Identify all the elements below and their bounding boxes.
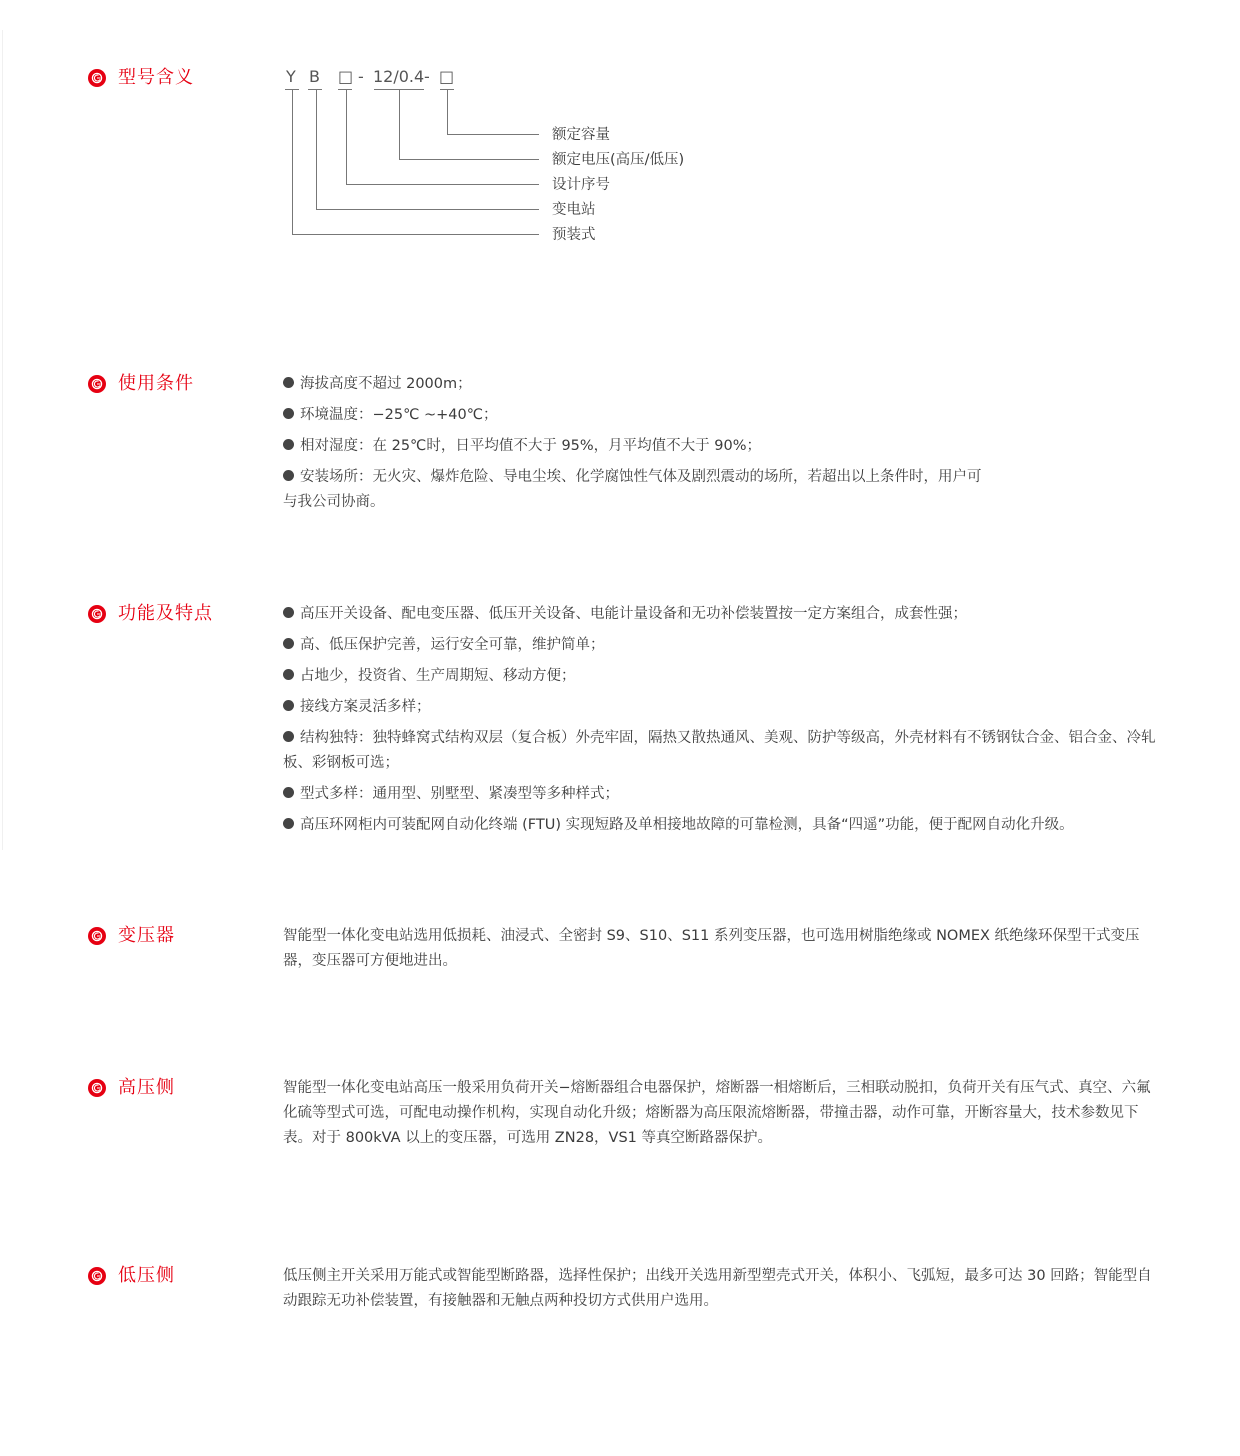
code-dash-1: -: [358, 67, 364, 86]
brand-badge-icon: [88, 927, 106, 945]
section-body: [283, 1264, 1163, 1314]
bullet-dot-icon: [283, 408, 294, 419]
underline-b: [308, 89, 322, 90]
section-header: [88, 924, 175, 948]
leader-capacity-h: [447, 134, 539, 135]
section-title: 变压器: [118, 925, 175, 946]
code-capacity-box: □: [439, 67, 455, 86]
label-design-number: 设计序号: [552, 177, 610, 193]
bullet-dot-icon: [283, 439, 294, 450]
section-header: [88, 1264, 175, 1288]
section-body: [283, 372, 1163, 521]
section-title: 功能及特点: [118, 603, 213, 624]
section-body: [283, 1076, 1163, 1151]
section-header: [88, 1076, 175, 1100]
list-item: 结构独特：独特蜂窝式结构双层（复合板）外壳牢固，隔热又散热通风、美观、防护等级高，外壳材料有不锈钢钛合金、铝合金、冷轧板、彩钢板可选；: [283, 730, 1156, 771]
list-item: 海拔高度不超过 2000m；: [283, 372, 1163, 397]
leader-capacity-v: [447, 89, 448, 135]
leader-voltage-v: [399, 89, 400, 160]
section-header: [88, 602, 213, 626]
bullet-dot-icon: [283, 669, 294, 680]
bullet-dot-icon: [283, 470, 294, 481]
bullet-dot-icon: [283, 731, 294, 742]
code-y: Y: [286, 67, 296, 86]
brand-badge-icon: [88, 1267, 106, 1285]
section-body: [283, 602, 1163, 844]
section-title: 高压侧: [118, 1077, 175, 1098]
high-voltage-description: 智能型一体化变电站高压一般采用负荷开关−熔断器组合电器保护，熔断器一相熔断后，三相联动脱扣，负荷开关有压气式、真空、六氟化硫等型式可选，可配电动操作机构，实现自动化升级；熔断器为高压限流熔断器，带撞击器，动作可靠，开断容量大，技术参数见下表。对于 800kVA 以上的变压器，可选用 ZN28，VS1 等真空断路器保护。: [283, 1080, 1151, 1146]
model-code-diagram: [283, 66, 743, 256]
leader-substation-h: [316, 209, 539, 210]
list-item: 高压环网柜内可装配网自动化终端 (FTU) 实现短路及单相接地故障的可靠检测，具备“四遥”功能，便于配网自动化升级。: [283, 813, 1163, 838]
leader-prefab-v: [292, 89, 293, 235]
brand-badge-icon: [88, 605, 106, 623]
list-item: 安装场所：无火灾、爆炸危险、导电尘埃、化学腐蚀性气体及剧烈震动的场所，若超出以上条件时，用户可与我公司协商。: [283, 469, 982, 510]
bullet-dot-icon: [283, 787, 294, 798]
code-voltage: 12/0.4: [373, 67, 425, 86]
code-b: B: [309, 67, 320, 86]
section-header: [88, 372, 194, 396]
section-body: [283, 924, 1163, 974]
leader-prefab-h: [292, 234, 539, 235]
code-dash-2: -: [424, 67, 430, 86]
bullet-dot-icon: [283, 638, 294, 649]
section-title: 型号含义: [118, 67, 194, 88]
label-substation: 变电站: [552, 202, 596, 218]
list-item: 高、低压保护完善，运行安全可靠，维护简单；: [283, 633, 1163, 658]
underline-design: [338, 89, 352, 90]
list-item: 占地少，投资省、生产周期短、移动方便；: [283, 664, 1163, 689]
leader-substation-v: [316, 89, 317, 210]
brand-badge-icon: [88, 1079, 106, 1097]
label-rated-voltage: 额定电压(高压/低压): [552, 152, 685, 168]
section-header: [88, 66, 194, 90]
list-item: 环境温度：−25℃ ~+40℃；: [283, 403, 1163, 428]
features-list: [283, 602, 1163, 838]
list-item: 高压开关设备、配电变压器、低压开关设备、电能计量设备和无功补偿装置按一定方案组合，成套性强；: [283, 602, 1163, 627]
low-voltage-description: 低压侧主开关采用万能式或智能型断路器，选择性保护；出线开关选用新型塑壳式开关，体积小、飞弧短，最多可达 30 回路；智能型自动跟踪无功补偿装置，有接触器和无触点两种投切方式供用户选用。: [283, 1268, 1152, 1309]
section-title: 使用条件: [118, 373, 194, 394]
bullet-dot-icon: [283, 377, 294, 388]
conditions-list: [283, 372, 1163, 515]
page-edge-line: [2, 30, 3, 850]
leader-voltage-h: [399, 159, 539, 160]
section-title: 低压侧: [118, 1265, 175, 1286]
list-item: 接线方案灵活多样；: [283, 695, 1163, 720]
leader-design-h: [346, 184, 539, 185]
bullet-dot-icon: [283, 700, 294, 711]
transformer-description: 智能型一体化变电站选用低损耗、油浸式、全密封 S9、S10、S11 系列变压器，也可选用树脂绝缘或 NOMEX 纸绝缘环保型干式变压器，变压器可方便地进出。: [283, 928, 1140, 969]
brand-badge-icon: [88, 69, 106, 87]
list-item: 相对湿度：在 25℃时，日平均值不大于 95%，月平均值不大于 90%；: [283, 434, 1163, 459]
label-prefabricated: 预装式: [552, 227, 596, 243]
bullet-dot-icon: [283, 818, 294, 829]
leader-design-v: [346, 89, 347, 185]
code-design-box: □: [338, 67, 354, 86]
brand-badge-icon: [88, 375, 106, 393]
list-item: 型式多样：通用型、别墅型、紧凑型等多种样式；: [283, 782, 1163, 807]
label-rated-capacity: 额定容量: [552, 127, 610, 143]
bullet-dot-icon: [283, 607, 294, 618]
